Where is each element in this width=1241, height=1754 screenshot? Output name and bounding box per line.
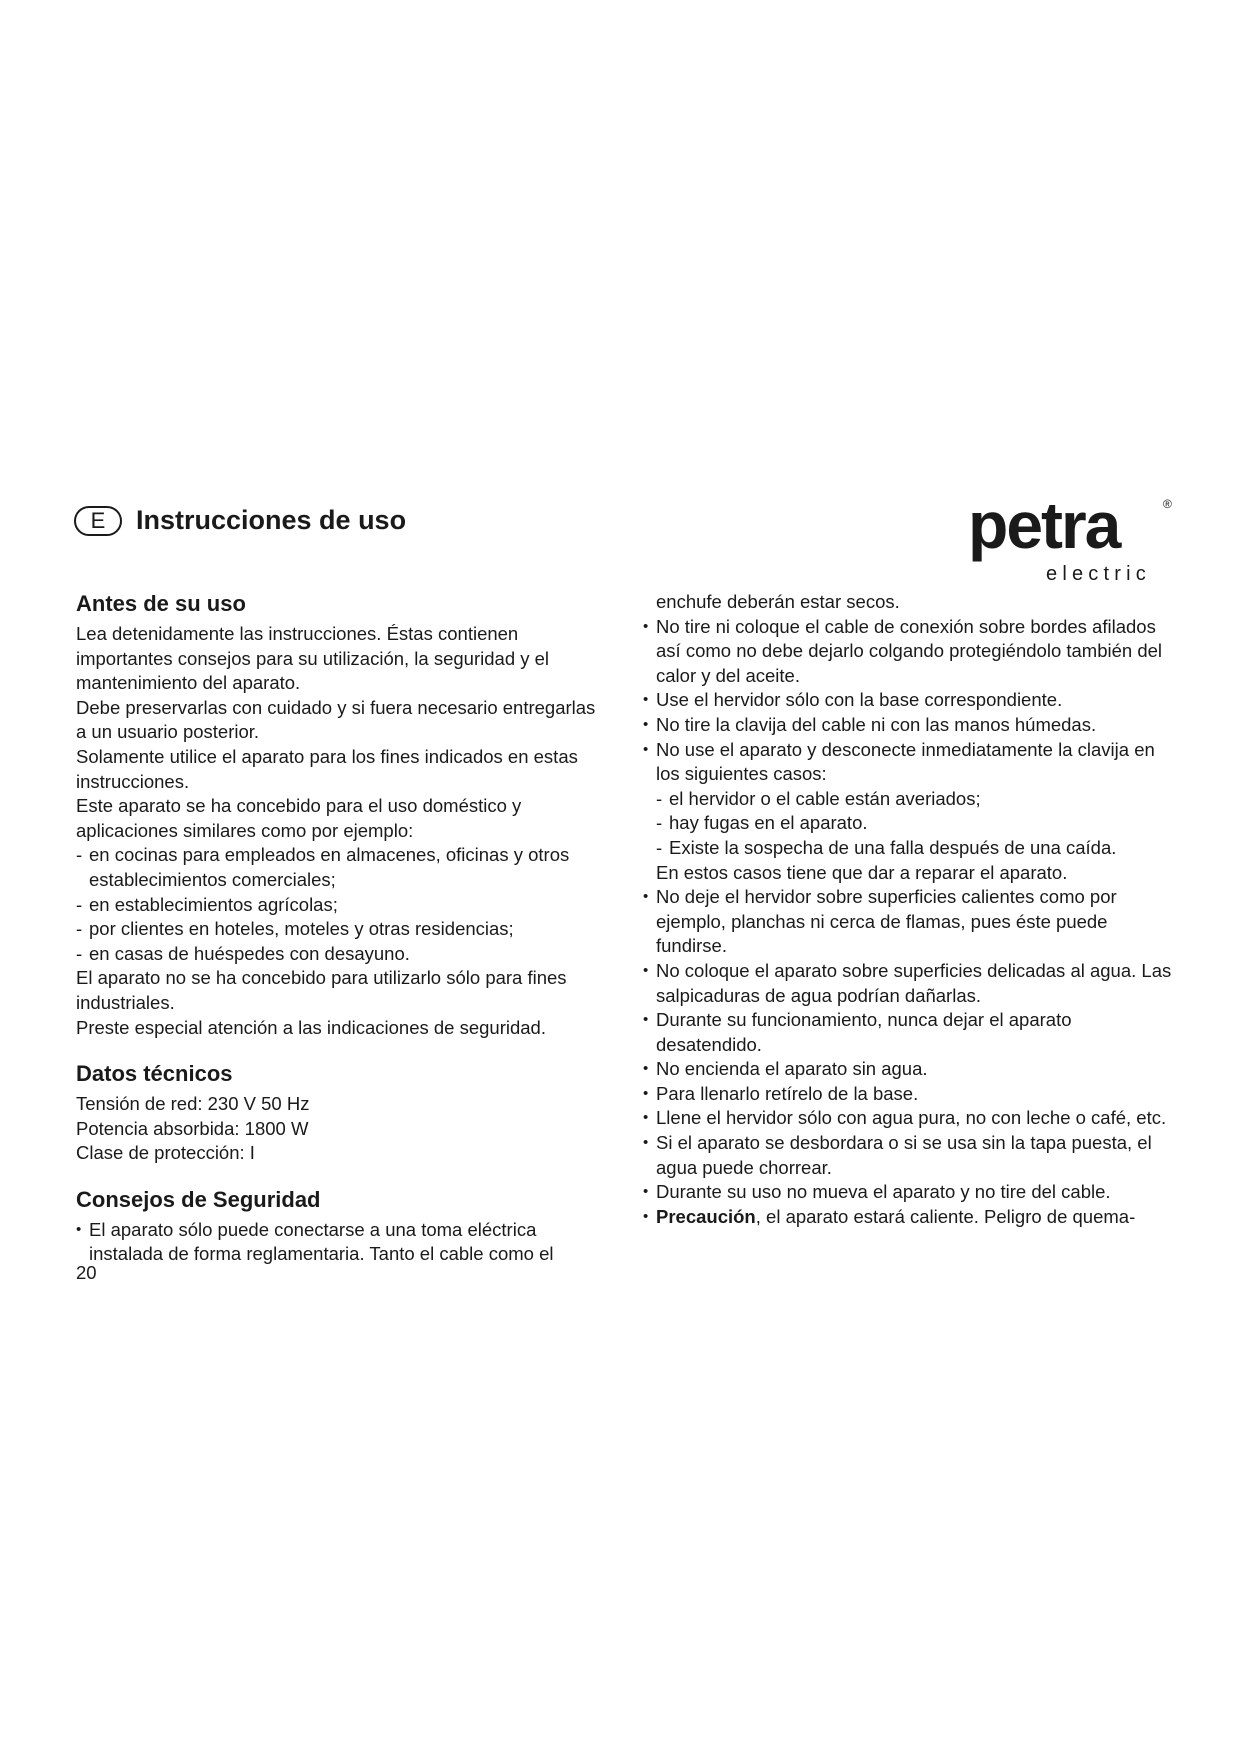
paragraph: Preste especial atención a las indicaciones de seguridad. (76, 1016, 546, 1038)
usage-list (76, 843, 606, 966)
left-column (76, 590, 606, 1287)
list-item: • No tire la clavija del cable ni con las manos húmedas. (643, 713, 1173, 738)
case-item: - el hervidor o el cable están averiados; (656, 787, 981, 809)
list-item: • Durante su funcionamiento, nunca dejar el aparato desatendido. (643, 1008, 1173, 1057)
language-badge: E (74, 506, 122, 536)
paragraph: Lea detenidamente las instrucciones. Éstas contienen importantes consejos para su utilización, la seguridad y el mantenimiento del aparato. (76, 623, 550, 694)
safety-list (76, 1218, 606, 1267)
page-title: Instrucciones de uso (136, 505, 407, 535)
list-item: • No encienda el aparato sin agua. (643, 1057, 1173, 1082)
section-antes (76, 590, 606, 1040)
paragraph: Este aparato se ha concebido para el uso doméstico y aplicaciones similares como por ejemplo: (76, 795, 522, 841)
spec-line: Clase de protección: I (76, 1142, 255, 1164)
page-number: 20 (76, 1262, 97, 1283)
spec-line: Potencia absorbida: 1800 W (76, 1117, 309, 1139)
case-item: - Existe la sospecha de una falla después de una caída. (656, 836, 1117, 858)
section-consejos (76, 1186, 606, 1267)
caution-label: Precaución (656, 1205, 756, 1227)
cases-note: En estos casos tiene que dar a reparar el aparato. (656, 861, 1068, 883)
list-item: - en cocinas para empleados en almacenes, oficinas y otros establecimientos comerciales; (76, 844, 570, 890)
paragraph: Solamente utilice el aparato para los fines indicados en estas instrucciones. (76, 745, 578, 792)
case-item: - hay fugas en el aparato. (656, 812, 868, 834)
list-item: • El aparato sólo puede conectarse a una toma eléctrica instalada de forma reglamentaria. Tanto el cable como el (76, 1218, 606, 1267)
heading-datos: Datos técnicos (76, 1061, 233, 1087)
paragraph: Debe preservarlas con cuidado y si fuera necesario entregarlas a un usuario posterior. (76, 696, 596, 743)
logo-brand: petra (968, 490, 1120, 562)
page-header (74, 505, 406, 536)
list-item: • Durante su uso no mueva el aparato y no tire del cable. (643, 1180, 1173, 1205)
heading-consejos: Consejos de Seguridad (76, 1186, 321, 1212)
paragraph: El aparato no se ha concebido para utilizarlo sólo para fines industriales. (76, 967, 567, 1013)
list-item: • No tire ni coloque el cable de conexión sobre bordes afilados así como no debe dejarlo colgando protegiéndolo también del calor y del aceite. (643, 615, 1173, 689)
list-item: • No coloque el aparato sobre superficies delicadas al agua. Las salpicaduras de agua podrían dañarlas. (643, 959, 1173, 1008)
cases-list (643, 787, 1173, 861)
list-item: • No deje el hervidor sobre superficies calientes como por ejemplo, planchas ni cerca de flamas, pues éste puede fundirse. (643, 885, 1173, 959)
safety-list-more (643, 885, 1173, 1229)
heading-antes: Antes de su uso (76, 591, 246, 616)
continuation-text: enchufe deberán estar secos. (656, 591, 900, 612)
list-item: - en casas de huéspedes con desayuno. (76, 942, 410, 964)
spec-line: Tensión de red: 230 V 50 Hz (76, 1093, 310, 1115)
registered-mark: ® (1163, 497, 1172, 511)
right-column (643, 590, 1173, 1229)
list-item: • Precaución, el aparato estará caliente. Peligro de quema- (643, 1205, 1173, 1230)
list-item: - por clientes en hoteles, moteles y otras residencias; (76, 918, 514, 940)
list-item: - en establecimientos agrícolas; (76, 893, 338, 915)
section-datos (76, 1060, 606, 1166)
list-item: • Si el aparato se desbordara o si se usa sin la tapa puesta, el agua puede chorrear. (643, 1131, 1173, 1180)
petra-electric-logo (968, 490, 1178, 585)
list-item: • No use el aparato y desconecte inmediatamente la clavija en los siguientes casos: (643, 738, 1173, 787)
list-item: • Use el hervidor sólo con la base correspondiente. (643, 688, 1173, 713)
list-item: • Para llenarlo retírelo de la base. (643, 1082, 1173, 1107)
list-item: • Llene el hervidor sólo con agua pura, no con leche o café, etc. (643, 1106, 1173, 1131)
logo-tagline: electric (1046, 563, 1151, 585)
safety-list-continued (643, 615, 1173, 787)
